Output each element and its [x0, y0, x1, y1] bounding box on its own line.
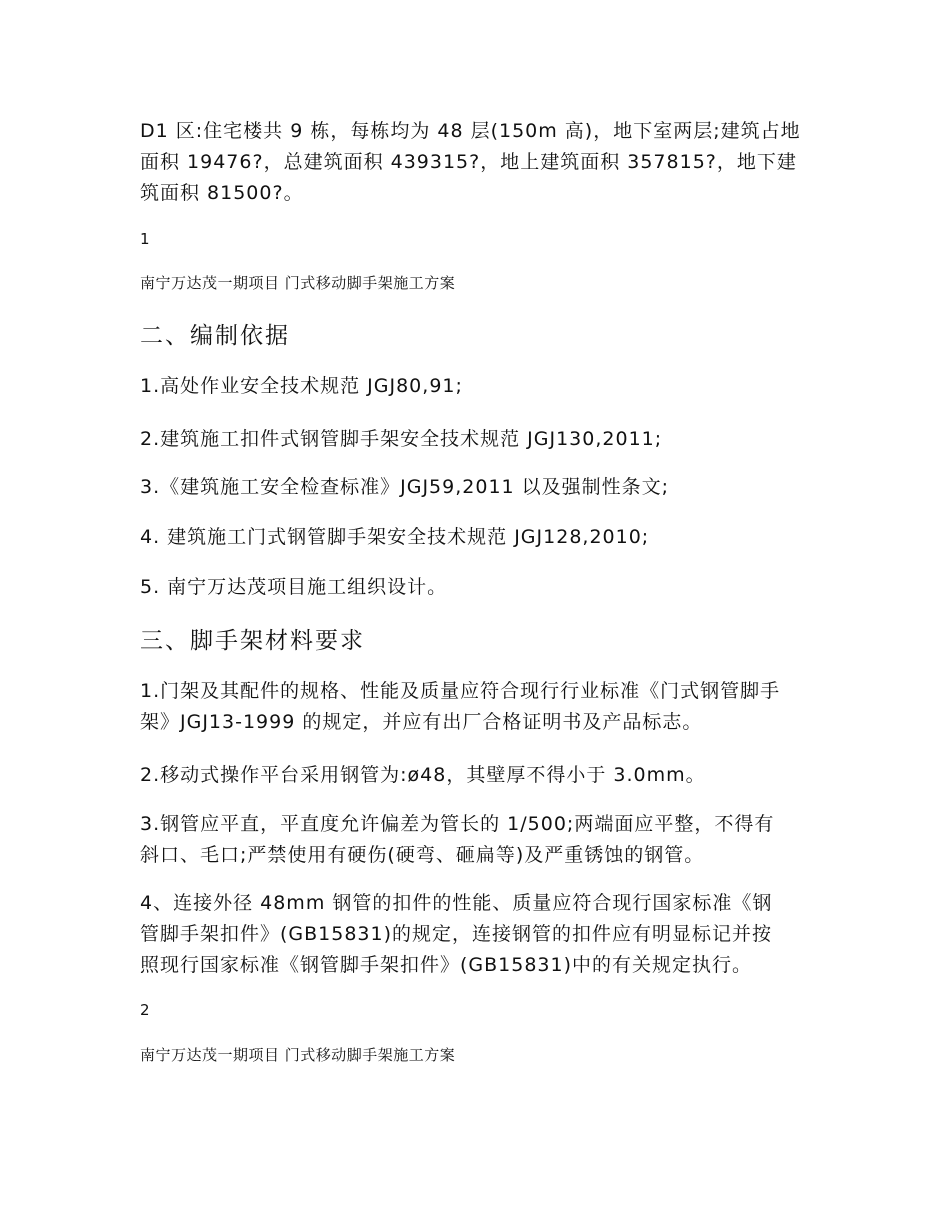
basis-item-1: 1.高处作业安全技术规范 JGJ80,91;	[140, 375, 463, 397]
page-number-2: 2	[140, 1001, 151, 1019]
section-heading-basis: 二、编制依据	[140, 323, 290, 349]
page-number-1: 1	[140, 230, 151, 248]
material-item-4: 4、连接外径 48mm 钢管的扣件的性能、质量应符合现行国家标准《钢 管脚手架扣件》(GB15831)的规定，连接钢管的扣件应有明显标记并按 照现行国家标准《钢管脚手架扣件》(GB15831)中的有关规定执行。	[140, 892, 773, 976]
basis-item-5: 5. 南宁万达茂项目施工组织设计。	[140, 576, 448, 598]
material-item-3: 3.钢管应平直，平直度允许偏差为管长的 1/500;两端面应平整，不得有 斜口、毛口;严禁使用有硬伤(硬弯、砸扁等)及严重锈蚀的钢管。	[140, 813, 775, 866]
building-overview-paragraph: D1 区:住宅楼共 9 栋，每栋均为 48 层(150m 高)，地下室两层;建筑占地 面积 19476?，总建筑面积 439315?，地上建筑面积 357815?，地下建 筑面积 81500?。	[140, 120, 801, 204]
section-heading-materials: 三、脚手架材料要求	[140, 628, 365, 654]
material-item-1: 1.门架及其配件的规格、性能及质量应符合现行行业标准《门式钢管脚手 架》JGJ13-1999 的规定，并应有出厂合格证明书及产品标志。	[140, 680, 781, 733]
running-header-page-2: 南宁万达茂一期项目 门式移动脚手架施工方案	[140, 1046, 456, 1064]
running-header: 南宁万达茂一期项目 门式移动脚手架施工方案	[140, 274, 456, 292]
basis-item-3: 3.《建筑施工安全检查标准》JGJ59,2011 以及强制性条文;	[140, 476, 670, 498]
basis-item-2: 2.建筑施工扣件式钢管脚手架安全技术规范 JGJ130,2011;	[140, 428, 663, 450]
material-item-2: 2.移动式操作平台采用钢管为:ø48，其壁厚不得小于 3.0mm。	[140, 764, 706, 786]
basis-item-4: 4. 建筑施工门式钢管脚手架安全技术规范 JGJ128,2010;	[140, 526, 650, 548]
